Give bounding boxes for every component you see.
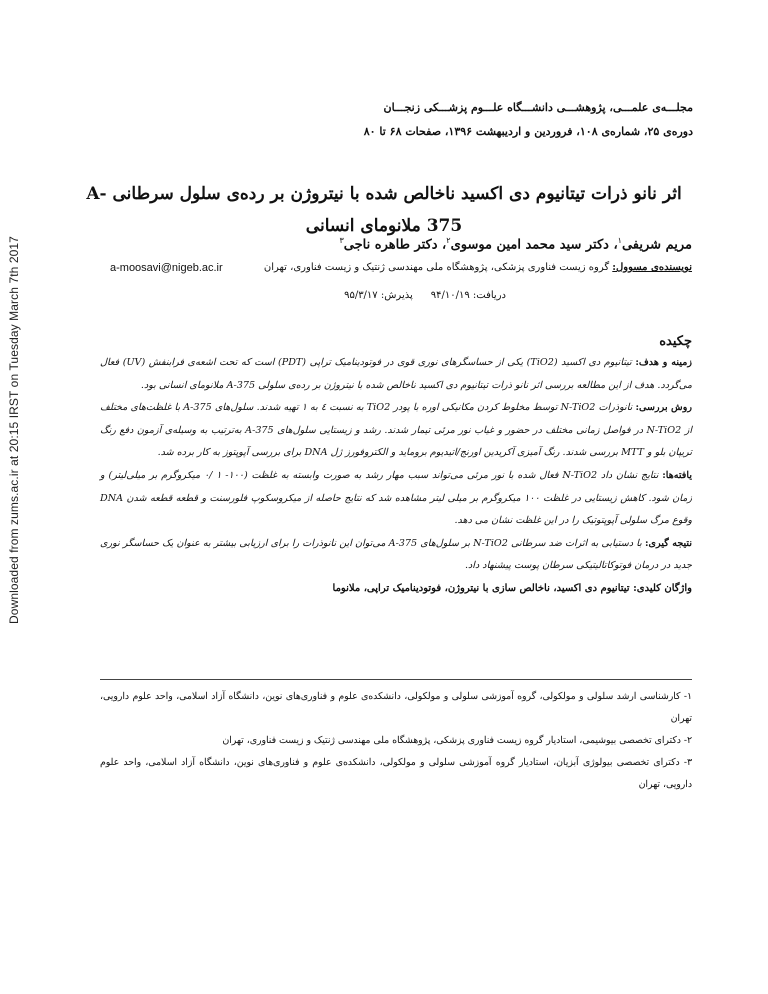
footnote: ۲- دکترای تخصصی بیوشیمی، استادیار گروه زیست فناوری پزشکی، پژوهشگاه ملی مهندسی ژنتیک و زیست فناوری، تهران: [222, 735, 692, 746]
author-name: مریم شریفی: [621, 237, 692, 253]
section-text: با دستیابی به اثرات ضد سرطانی N-TiO2 بر سلول‌های A-375 می‌توان این نانوذرات را برای ارزیابی بیشتر به عنوان یک حساسگر نوری جدید در درمان فوتوکاتالیتیکی سرطان پوست پیشنهاد داد.: [100, 537, 692, 572]
footnote-divider: [100, 679, 692, 680]
section-label: روش بررسی:: [635, 402, 692, 414]
corresponding-label: نویسنده‌ی مسوول:: [612, 262, 692, 273]
corresponding-affiliation: گروه زیست فناوری پزشکی، پژوهشگاه ملی مهندسی ژنتیک و زیست فناوری، تهران: [263, 262, 610, 273]
author-affiliation-mark: ۲: [446, 236, 451, 245]
footnote: ۳- دکترای تخصصی بیولوژی آبزیان، استادیار گروه آموزشی سلولی و مولکولی، دانشکده‌ی علوم و فناوری‌های نوین، دانشگاه آزاد اسلامی، واحد علوم دارویی، تهران: [100, 757, 692, 790]
download-stamp-text: Downloaded from zums.ac.ir at 20:15 IRST on Tuesday March 7th 2017: [7, 236, 21, 624]
keywords-label: واژگان کلیدی:: [633, 582, 692, 594]
abstract-body: [100, 352, 692, 601]
author-list: مریم شریفی$^۱$، دکتر سید محمد امین موسوی$^۲$، دکتر طاهره ناجی$^۳$: [339, 236, 692, 253]
author-affiliation-mark: ۱: [617, 236, 622, 245]
article-title: اثر نانو ذرات تیتانیوم دی اکسید ناخالص شده با نیتروژن بر رده‌ی سلول سرطانی A-375 ملانومای انسانی: [86, 184, 682, 236]
author-name: دکتر طاهره ناجی: [343, 237, 438, 253]
article-dates: [344, 290, 506, 301]
journal-header: [73, 96, 693, 144]
author-name: دکتر سید محمد امین موسوی: [450, 237, 609, 253]
abstract-conclusion: [100, 533, 692, 578]
footnote: ۱- کارشناسی ارشد سلولی و مولکولی، گروه آموزشی سلولی و مولکولی، دانشکده‌ی علوم و فناوری‌های نوین، دانشگاه آزاد اسلامی، واحد علوم دارویی، تهران: [100, 691, 692, 724]
abstract-background: [100, 352, 692, 397]
section-text: نانوذرات N-TiO2 توسط مخلوط کردن مکانیکی اوره با پودر TiO2 به نسبت ٤ به ١ تهیه شدند. سلول‌های A-375 با غلظت‌های مختلف از N-TiO2 در فواصل زمانی مختلف در حضور و غیاب نور مرئی تیمار شدند. رشد و زیستایی سلول‌های A-375 به‌ترتیب به وسیله‌ی آزمون دفع رنگ تریپان بلو و MTT بررسی شدند. رنگ آمیزی آکریدین اورنج/اتیدیوم بروماید و الکتروفورز ژل DNA برای بررسی آپوپتوز به کار برده شد.: [100, 402, 692, 459]
section-text: تیتانیوم دی اکسید (TiO2) یکی از حساسگرهای نوری قوی در فوتودینامیک تراپی (PDT) است که تحت اشعه‌ی فرابنفش (UV) فعال می‌گردد. هدف از این مطالعه بررسی اثر نانو ذرات تیتانیوم دی اکسید ناخالص شده با نیتروژن بر رده‌ی سلولی A-375 ملانومای انسانی بود.: [100, 357, 692, 391]
keywords: [100, 578, 692, 601]
section-label: یافته‌ها:: [662, 469, 692, 481]
journal-name: مجلـــه‌ی علمـــی، پژوهشـــی دانشـــگاه علـــوم پزشـــکی زنجـــان: [383, 101, 693, 114]
section-text: نتایج نشان داد N-TiO2 فعال شده با نور مرئی می‌تواند سبب مهار رشد به صورت وابسته به غلظت (١٠٠- ١ /٠ میکروگرم بر میلی‌لیتر) و زمان شود. کاهش زیستایی در غلظت ١٠٠ میکروگرم بر میلی لیتر مشاهده شد که نتایج حاصله از میکروسکوپ فلورسنت و قطعه قطعه شدن DNA وقوع مرگ سلولی آپوپتوتیک را در این غلظت نشان می دهد.: [100, 469, 692, 527]
corresponding-email[interactable]: a-moosavi@nigeb.ac.ir: [110, 262, 223, 274]
section-label: زمینه و هدف:: [635, 357, 692, 368]
section-label: نتیجه گیری:: [644, 537, 692, 549]
received-date: دریافت: ۹۴/۱۰/۱۹: [430, 290, 506, 301]
journal-issue: دوره‌ی ۲۵، شماره‌ی ۱۰۸، فروردین و اردیبهشت ۱۳۹۶، صفحات ۶۸ تا ۸۰: [363, 125, 693, 138]
abstract-results: [100, 465, 692, 533]
accepted-date: پذیرش: ۹۵/۳/۱۷: [344, 290, 413, 301]
corresponding-author: [110, 262, 692, 274]
abstract-methods: [100, 397, 692, 465]
footnotes: [100, 686, 692, 796]
author-affiliation-mark: ۳: [339, 236, 344, 245]
download-stamp: [4, 210, 24, 650]
keywords-text: تیتانیوم دی اکسید، ناخالص سازی با نیتروژن، فوتودینامیک تراپی، ملانوما: [332, 582, 630, 594]
abstract-heading: چکیده: [659, 334, 692, 349]
